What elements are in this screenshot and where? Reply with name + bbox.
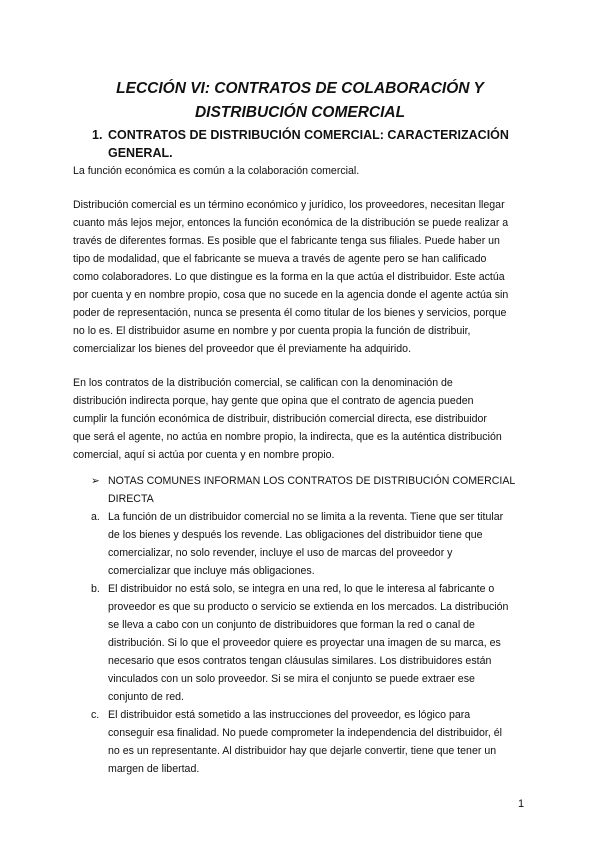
paragraph-2-line: comercial, aquí si actúa por cuenta y en nombre propio. bbox=[73, 449, 335, 461]
list-item-a-line: comercializar, no solo revender, incluye el uso de marcas del proveedor y bbox=[108, 547, 453, 559]
list-item-b-line: necesario que esos contratos tengan cláusulas similares. Los distribuidores están bbox=[108, 655, 492, 667]
intro-text: La función económica es común a la colaboración comercial. bbox=[73, 165, 360, 177]
paragraph-1-line: no lo es. El distribuidor asume en nombre y por cuenta propia la función de distribuir, bbox=[73, 325, 471, 337]
paragraph-1-line: Distribución comercial es un término económico y jurídico, los proveedores, necesitan llegar bbox=[73, 199, 505, 211]
list-marker-a: a. bbox=[91, 511, 100, 523]
page-number: 1 bbox=[518, 798, 525, 810]
list-item-c-line: margen de libertad. bbox=[108, 763, 200, 775]
section-heading-line-2: GENERAL. bbox=[108, 146, 173, 160]
list-item-b-line: conjunto de red. bbox=[108, 691, 184, 703]
list-item-a-line: La función de un distribuidor comercial no se limita a la reventa. Tiene que ser titular bbox=[108, 511, 504, 523]
list-marker-c: c. bbox=[91, 709, 100, 721]
list-marker-b: b. bbox=[91, 583, 100, 595]
notes-heading-line-2: DIRECTA bbox=[108, 493, 154, 505]
paragraph-2-line: distribución indirecta porque, hay gente que opina que el contrato de agencia pueden bbox=[73, 395, 474, 407]
list-item-b-line: se lleva a cabo con un conjunto de distribuidores que forman la red o canal de bbox=[108, 619, 475, 631]
list-item-b-line: proveedor es que su producto o servicio se extienda en los mercados. La distribución bbox=[108, 601, 509, 613]
list-item-c-line: conseguir esa finalidad. No puede comprometer la independencia del distribuidor, él bbox=[108, 727, 502, 739]
list-item-b-line: El distribuidor no está solo, se integra en una red, lo que le interesa al fabricante o bbox=[108, 583, 495, 595]
section-heading-text bbox=[108, 126, 548, 162]
list-item-c-line: no es un representante. Al distribuidor hay que dejarle convertir, tiene que tener un bbox=[108, 745, 497, 757]
paragraph-1-line: como colaboradores. Lo que distingue es la forma en la que actúa el distribuidor. Este actúa bbox=[73, 271, 505, 283]
paragraph-1-line: cuanto más lejos mejor, entonces la función económica de la distribución se puede realizar a bbox=[73, 217, 509, 229]
arrow-bullet-icon: ➢ bbox=[91, 475, 100, 487]
list-item-c-line: El distribuidor está sometido a las instrucciones del proveedor, es lógico para bbox=[108, 709, 471, 721]
paragraph-2-line: que será el agente, no actúa en nombre propio, la indirecta, que es la auténtica distribución bbox=[73, 431, 502, 443]
section-heading-line-1: CONTRATOS DE DISTRIBUCIÓN COMERCIAL: CARACTERIZACIÓN bbox=[108, 128, 509, 142]
notes-heading-line-1: NOTAS COMUNES INFORMAN LOS CONTRATOS DE DISTRIBUCIÓN COMERCIAL bbox=[108, 475, 516, 487]
paragraph-2-line: En los contratos de la distribución comercial, se califican con la denominación de bbox=[73, 377, 453, 389]
paragraph-1-line: por cuenta y en nombre propio, cosa que no sucede en la agencia donde el agente actúa sin bbox=[73, 289, 509, 301]
paragraph-1-line: poder de representación, nunca se presenta él como titular de los bienes y servicios, porque bbox=[73, 307, 507, 319]
paragraph-1-line: través de diferentes formas. Es posible que el fabricante tenga sus filiales. Puede haber un bbox=[73, 235, 500, 247]
list-item-b-line: distribución. Si lo que el proveedor quiere es proyectar una imagen de su marca, es bbox=[108, 637, 501, 649]
lesson-title-line-2: DISTRIBUCIÓN COMERCIAL bbox=[194, 104, 406, 121]
lesson-title-line-1: LECCIÓN VI: CONTRATOS DE COLABORACIÓN Y bbox=[116, 80, 484, 97]
section-number: 1. bbox=[92, 128, 103, 142]
list-item-b-line: vinculados con un solo proveedor. Si se mira el conjunto se puede extraer ese bbox=[108, 673, 475, 685]
list-item-a-line: comercializar que incluye más obligaciones. bbox=[108, 565, 315, 577]
paragraph-2-line: cumplir la función económica de distribuir, distribución comercial directa, ese distribuidor bbox=[73, 413, 487, 425]
paragraph-1-line: tipo de modalidad, que el fabricante se mueva a través de agente pero se han calificado bbox=[73, 253, 487, 265]
paragraph-1-line: comercializar los bienes del proveedor que él previamente ha adquirido. bbox=[73, 343, 412, 355]
list-item-a-line: de los bienes y después los revende. Las obligaciones del distribuidor tiene que bbox=[108, 529, 483, 541]
